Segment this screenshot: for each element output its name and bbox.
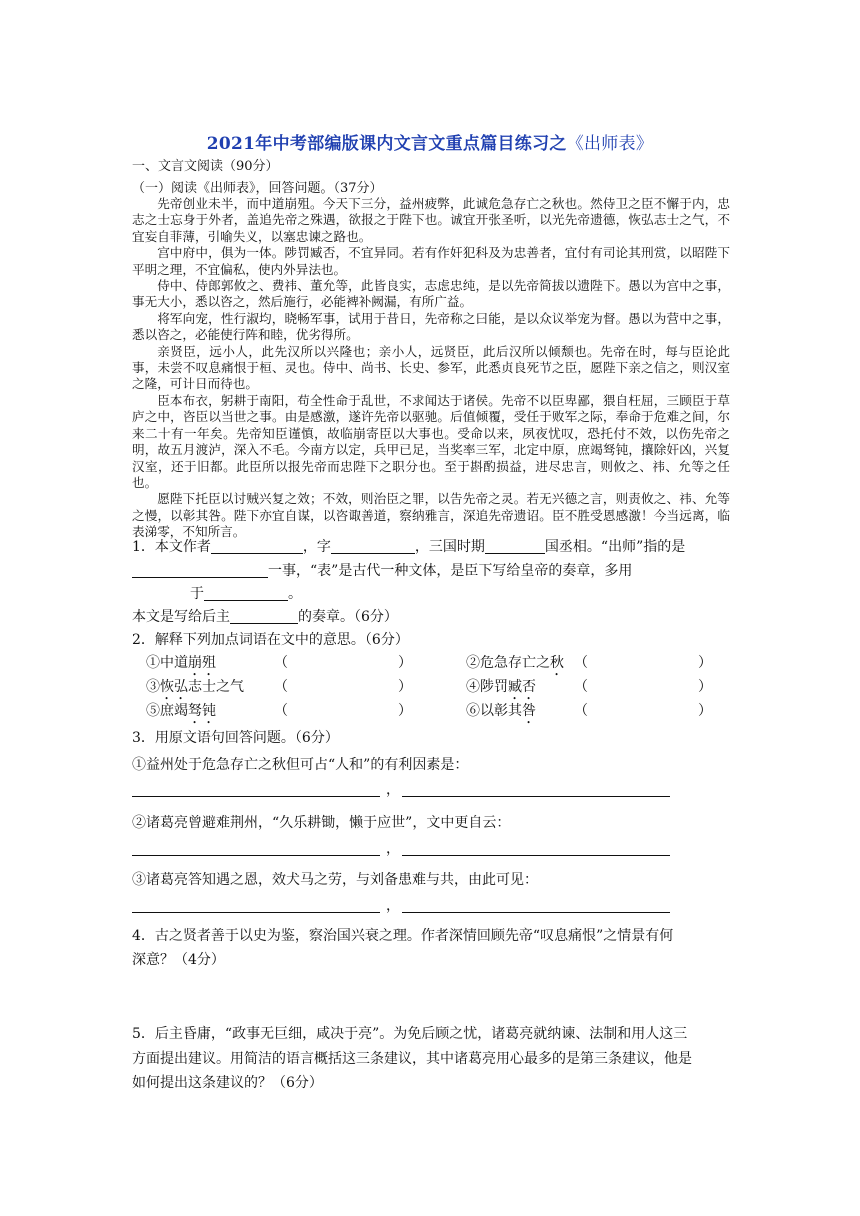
- comma: ，: [386, 898, 400, 914]
- answer-line[interactable]: [402, 912, 670, 913]
- title-book: 《出师表》: [566, 134, 654, 154]
- question-3-heading: 3．用原文语句回答问题。（6分）: [132, 730, 339, 746]
- answer-line[interactable]: [132, 912, 380, 913]
- comma: ，: [386, 841, 400, 857]
- answer-line[interactable]: [402, 855, 670, 856]
- open-paren: （: [574, 655, 588, 671]
- part-heading: （一）阅读《出师表》，回答问题。（37分）: [132, 181, 383, 196]
- answer-blank[interactable]: [211, 539, 303, 554]
- question-4-line-2: 深意？（4分）: [132, 952, 225, 968]
- vocab-item: ③恢弘志士之气: [146, 679, 244, 695]
- question-1-line-3: 于 。: [190, 586, 302, 602]
- answer-blank[interactable]: [132, 563, 268, 578]
- answer-blank[interactable]: [204, 586, 288, 601]
- question-1-line-2: 一事，“表”是古代一种文体，是臣下写给皇帝的奏章，多用: [132, 560, 732, 580]
- passage-paragraph: 宫中府中，俱为一体。陟罚臧否，不宜异同。若有作奸犯科及为忠善者，宜付有司论其刑赏，以昭陛下平明之理，不宜偏私，使内外异法也。: [132, 245, 730, 277]
- comma: ，: [386, 782, 400, 798]
- close-paren: ）: [398, 679, 412, 695]
- passage-paragraph: 侍中、侍郎郭攸之、费祎、董允等，此皆良实，志虑忠纯，是以先帝简拔以遗陛下。愚以为宫中之事，事无大小，悉以咨之，然后施行，必能裨补阙漏，有所广益。: [132, 278, 730, 310]
- answer-line[interactable]: [132, 796, 380, 797]
- vocab-item: ②危急存亡之秋: [466, 655, 564, 671]
- vocab-item: ①中道崩殂: [146, 655, 216, 671]
- passage-paragraph: 亲贤臣，远小人，此先汉所以兴隆也；亲小人，远贤臣，此后汉所以倾颓也。先帝在时，每与臣论此事，未尝不叹息痛恨于桓、灵也。侍中、尚书、长史、参军，此悉贞良死节之臣，愿陛下亲之信之，则汉室之隆，可计日而待也。: [132, 343, 730, 392]
- open-paren: （: [274, 703, 288, 719]
- open-paren: （: [274, 679, 288, 695]
- close-paren: ）: [698, 703, 712, 719]
- open-paren: （: [574, 679, 588, 695]
- close-paren: ）: [698, 679, 712, 695]
- question-5-line-3: 如何提出这条建议的？（6分）: [132, 1075, 323, 1091]
- question-5-line-1: 5．后主昏庸，“政事无巨细，咸决于亮”。为免后顾之忧，诸葛亮就纳谏、法制和用人这三: [132, 1026, 688, 1042]
- answer-line[interactable]: [132, 855, 380, 856]
- question-2-heading: 2．解释下列加点词语在文中的意思。（6分）: [132, 632, 409, 648]
- question-1-line-4: 本文是写给后主 的奏章。（6分）: [132, 609, 398, 625]
- section-heading: 一、文言文阅读（90分）: [132, 159, 279, 174]
- open-paren: （: [574, 703, 588, 719]
- question-3-sub-1: ①益州处于危急存亡之秋但可占“人和”的有利因素是：: [132, 757, 469, 773]
- close-paren: ）: [398, 655, 412, 671]
- answer-blank[interactable]: [485, 539, 545, 554]
- page-title: [0, 129, 860, 154]
- question-1-line-1: 1．本文作者 ，字 ，三国时期 国丞相。“出师”指的是: [132, 539, 686, 555]
- close-paren: ）: [698, 655, 712, 671]
- passage-paragraph: 先帝创业未半，而中道崩殂。今天下三分，益州疲弊，此诚危急存亡之秋也。然侍卫之臣不懈于内，忠志之士忘身于外者，盖追先帝之殊遇，欲报之于陛下也。诚宜开张圣听，以光先帝遗德，恢弘志士之气，不宜妄自菲薄，引喻失义，以塞忠谏之路也。: [132, 196, 730, 244]
- passage-text: [132, 196, 730, 541]
- passage-paragraph: 将军向宠，性行淑均，晓畅军事，试用于昔日，先帝称之曰能，是以众议举宠为督。愚以为营中之事，悉以咨之，必能使行阵和睦，优劣得所。: [132, 310, 730, 343]
- vocab-item: ⑥以彰其咎: [466, 703, 536, 719]
- question-5-line-2: 方面提出建议。用简洁的语言概括这三条建议，其中诸葛亮用心最多的是第三条建议，他是: [132, 1051, 692, 1067]
- answer-blank[interactable]: [230, 609, 298, 624]
- passage-paragraph: 臣本布衣，躬耕于南阳，苟全性命于乱世，不求闻达于诸侯。先帝不以臣卑鄙，猥自枉屈，三顾臣于草庐之中，咨臣以当世之事。由是感激，遂许先帝以驱驰。后值倾覆，受任于败军之际，奉命于危难之间，尔来二十有一年矣。先帝知臣谨慎，故临崩寄臣以大事也。受命以来，夙夜忧叹，恐托付不效，以伤先帝之明，故五月渡泸，深入不毛。今南方以定，兵甲已足，当奖率三军，北定中原，庶竭驽钝，攘除奸凶，兴复汉室，还于旧都。此臣所以报先帝而忠陛下之职分也。至于斟酌损益，进尽忠言，则攸之、祎、允等之任也。: [132, 392, 730, 490]
- open-paren: （: [274, 655, 288, 671]
- vocab-item: ④陟罚臧否: [466, 679, 536, 695]
- question-3-sub-3: ③诸葛亮答知遇之恩，效犬马之劳，与刘备患难与共，由此可见：: [132, 872, 538, 888]
- vocab-item: ⑤庶竭驽钝: [146, 703, 216, 719]
- answer-line[interactable]: [402, 796, 670, 797]
- question-3-sub-2: ②诸葛亮曾避难荆州，“久乐耕锄，懒于应世”，文中更自云：: [132, 815, 511, 831]
- question-4-line-1: 4．古之贤者善于以史为鉴，察治国兴衰之理。作者深情回顾先帝“叹息痛恨”之情景有何: [132, 928, 674, 944]
- close-paren: ）: [398, 703, 412, 719]
- answer-blank[interactable]: [331, 539, 415, 554]
- passage-paragraph: 愿陛下托臣以讨贼兴复之效；不效，则治臣之罪，以告先帝之灵。若无兴德之言，则责攸之、祎、允等之慢，以彰其咎。陛下亦宜自谋，以咨诹善道，察纳雅言，深追先帝遗诏。臣不胜受恩感激！今当远离，临表涕零，不知所言。: [132, 491, 730, 540]
- title-main: 2021年中考部编版课内文言文重点篇目练习之: [206, 134, 567, 154]
